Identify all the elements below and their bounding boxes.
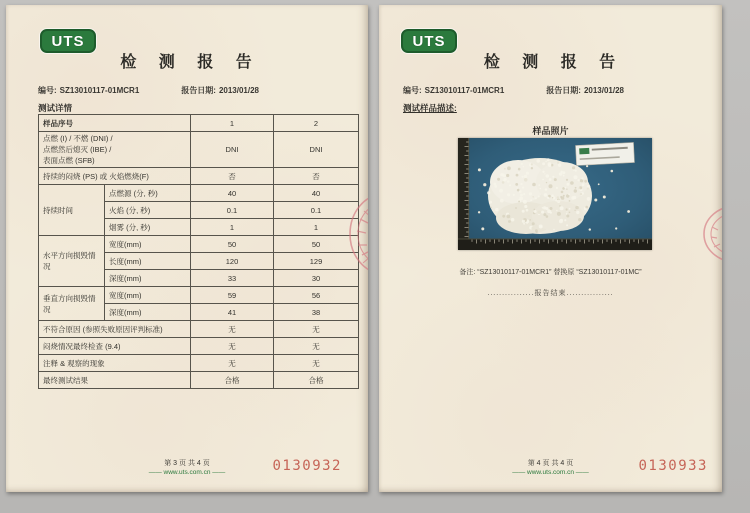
sample-photo bbox=[458, 138, 652, 250]
report-no-label: 编号: bbox=[38, 86, 57, 95]
row-value: 否 bbox=[191, 168, 274, 185]
table-row bbox=[39, 236, 359, 253]
row-label: 深度(mm) bbox=[105, 270, 191, 287]
row-group-label: 垂直方向损毁情况 bbox=[39, 287, 105, 321]
row-label: 闷烧情况最终检查 (9.4) bbox=[39, 338, 191, 355]
report-meta bbox=[38, 85, 259, 96]
row-value: 否 bbox=[274, 168, 359, 185]
report-date-value: 2013/01/28 bbox=[218, 86, 259, 95]
table-row bbox=[39, 132, 359, 168]
row-label: 宽度(mm) bbox=[105, 287, 191, 304]
row-value: 59 bbox=[191, 287, 274, 304]
row-value: 无 bbox=[274, 338, 359, 355]
report-date-label: 报告日期: bbox=[546, 86, 581, 95]
report-page-4 bbox=[379, 5, 722, 492]
row-value: 无 bbox=[191, 338, 274, 355]
table-row bbox=[39, 168, 359, 185]
photo-caption: 样品照片 bbox=[532, 126, 569, 136]
row-value: 无 bbox=[274, 321, 359, 338]
test-table bbox=[38, 114, 359, 389]
red-stamp-partial bbox=[696, 203, 722, 265]
page-title: 检 测 报 告 bbox=[483, 54, 618, 71]
report-no-value: SZ13010117-01MCR1 bbox=[424, 86, 505, 95]
row-group-label: 持续时间 bbox=[39, 185, 105, 236]
sample-label bbox=[576, 142, 635, 165]
row-value: 0.1 bbox=[274, 202, 359, 219]
table-row bbox=[39, 321, 359, 338]
row-label: 宽度(mm) bbox=[105, 236, 191, 253]
row-value: 2 bbox=[274, 115, 359, 132]
row-label: 不符合原因 (参照失败原因评判标准) bbox=[39, 321, 191, 338]
table-row bbox=[39, 338, 359, 355]
table-row bbox=[39, 185, 359, 202]
row-value: DNI bbox=[274, 132, 359, 168]
row-value: 120 bbox=[191, 253, 274, 270]
page-number: 第 4 页 共 4 页 bbox=[527, 460, 574, 467]
report-no-label: 编号: bbox=[403, 86, 422, 95]
row-value: 无 bbox=[191, 355, 274, 372]
report-end-line: ................报告结束................ bbox=[487, 290, 614, 297]
serial-number: 0130933 bbox=[638, 458, 708, 474]
row-value: 30 bbox=[274, 270, 359, 287]
row-label: 点燃源 (分, 秒) bbox=[105, 185, 191, 202]
row-value: DNI bbox=[191, 132, 274, 168]
table-row bbox=[39, 115, 359, 132]
row-value: 33 bbox=[191, 270, 274, 287]
table-row bbox=[39, 355, 359, 372]
row-label: 火焰 (分, 秒) bbox=[105, 202, 191, 219]
row-label: 长度(mm) bbox=[105, 253, 191, 270]
row-value: 1 bbox=[191, 115, 274, 132]
row-label: 点燃 (I) / 不燃 (DNI) / 点燃然后熄灭 (IBE) / 表面点燃 (SFB) bbox=[39, 132, 191, 168]
page-number: 第 3 页 共 4 页 bbox=[164, 460, 210, 467]
row-label: 样品序号 bbox=[39, 115, 191, 132]
report-no-value: SZ13010117-01MCR1 bbox=[59, 86, 140, 95]
remark-line: 备注: “SZ13010117-01MCR1” 替换原 “SZ13010117-01MC” bbox=[459, 269, 642, 276]
report-meta bbox=[403, 85, 624, 96]
row-value: 40 bbox=[274, 185, 359, 202]
row-value: 40 bbox=[191, 185, 274, 202]
report-page-3 bbox=[6, 5, 368, 492]
row-value: 56 bbox=[274, 287, 359, 304]
row-label: 注释 & 观察的现象 bbox=[39, 355, 191, 372]
uts-logo: UTS bbox=[401, 29, 457, 53]
row-value: 合格 bbox=[274, 372, 359, 389]
row-value: 1 bbox=[274, 219, 359, 236]
ruler-horizontal bbox=[458, 239, 652, 250]
report-date-value: 2013/01/28 bbox=[583, 86, 624, 95]
section-label-test-details: 测试详情 bbox=[38, 103, 73, 113]
row-label: 持续的闷烧 (PS) 或 火焰燃烧(F) bbox=[39, 168, 191, 185]
report-date-label: 报告日期: bbox=[181, 86, 216, 95]
website-link[interactable]: —— www.uts.com.cn —— bbox=[148, 469, 226, 476]
row-label: 最终测试结果 bbox=[39, 372, 191, 389]
ruler-vertical bbox=[458, 138, 469, 250]
row-group-label: 水平方向损毁情况 bbox=[39, 236, 105, 287]
table-row bbox=[39, 287, 359, 304]
row-label: 深度(mm) bbox=[105, 304, 191, 321]
row-value: 129 bbox=[274, 253, 359, 270]
row-value: 50 bbox=[274, 236, 359, 253]
row-value: 0.1 bbox=[191, 202, 274, 219]
row-value: 1 bbox=[191, 219, 274, 236]
section-label-sample-description: 测试样品描述: bbox=[403, 103, 457, 113]
serial-number: 0130932 bbox=[272, 458, 342, 474]
website-link[interactable]: —— www.uts.com.cn —— bbox=[512, 469, 589, 476]
row-label: 烟雾 (分, 秒) bbox=[105, 219, 191, 236]
row-value: 无 bbox=[191, 321, 274, 338]
row-value: 合格 bbox=[191, 372, 274, 389]
row-value: 无 bbox=[274, 355, 359, 372]
row-value: 41 bbox=[191, 304, 274, 321]
table-row bbox=[39, 372, 359, 389]
page-title: 检 测 报 告 bbox=[120, 54, 254, 71]
row-value: 50 bbox=[191, 236, 274, 253]
uts-logo: UTS bbox=[40, 29, 96, 53]
row-value: 38 bbox=[274, 304, 359, 321]
